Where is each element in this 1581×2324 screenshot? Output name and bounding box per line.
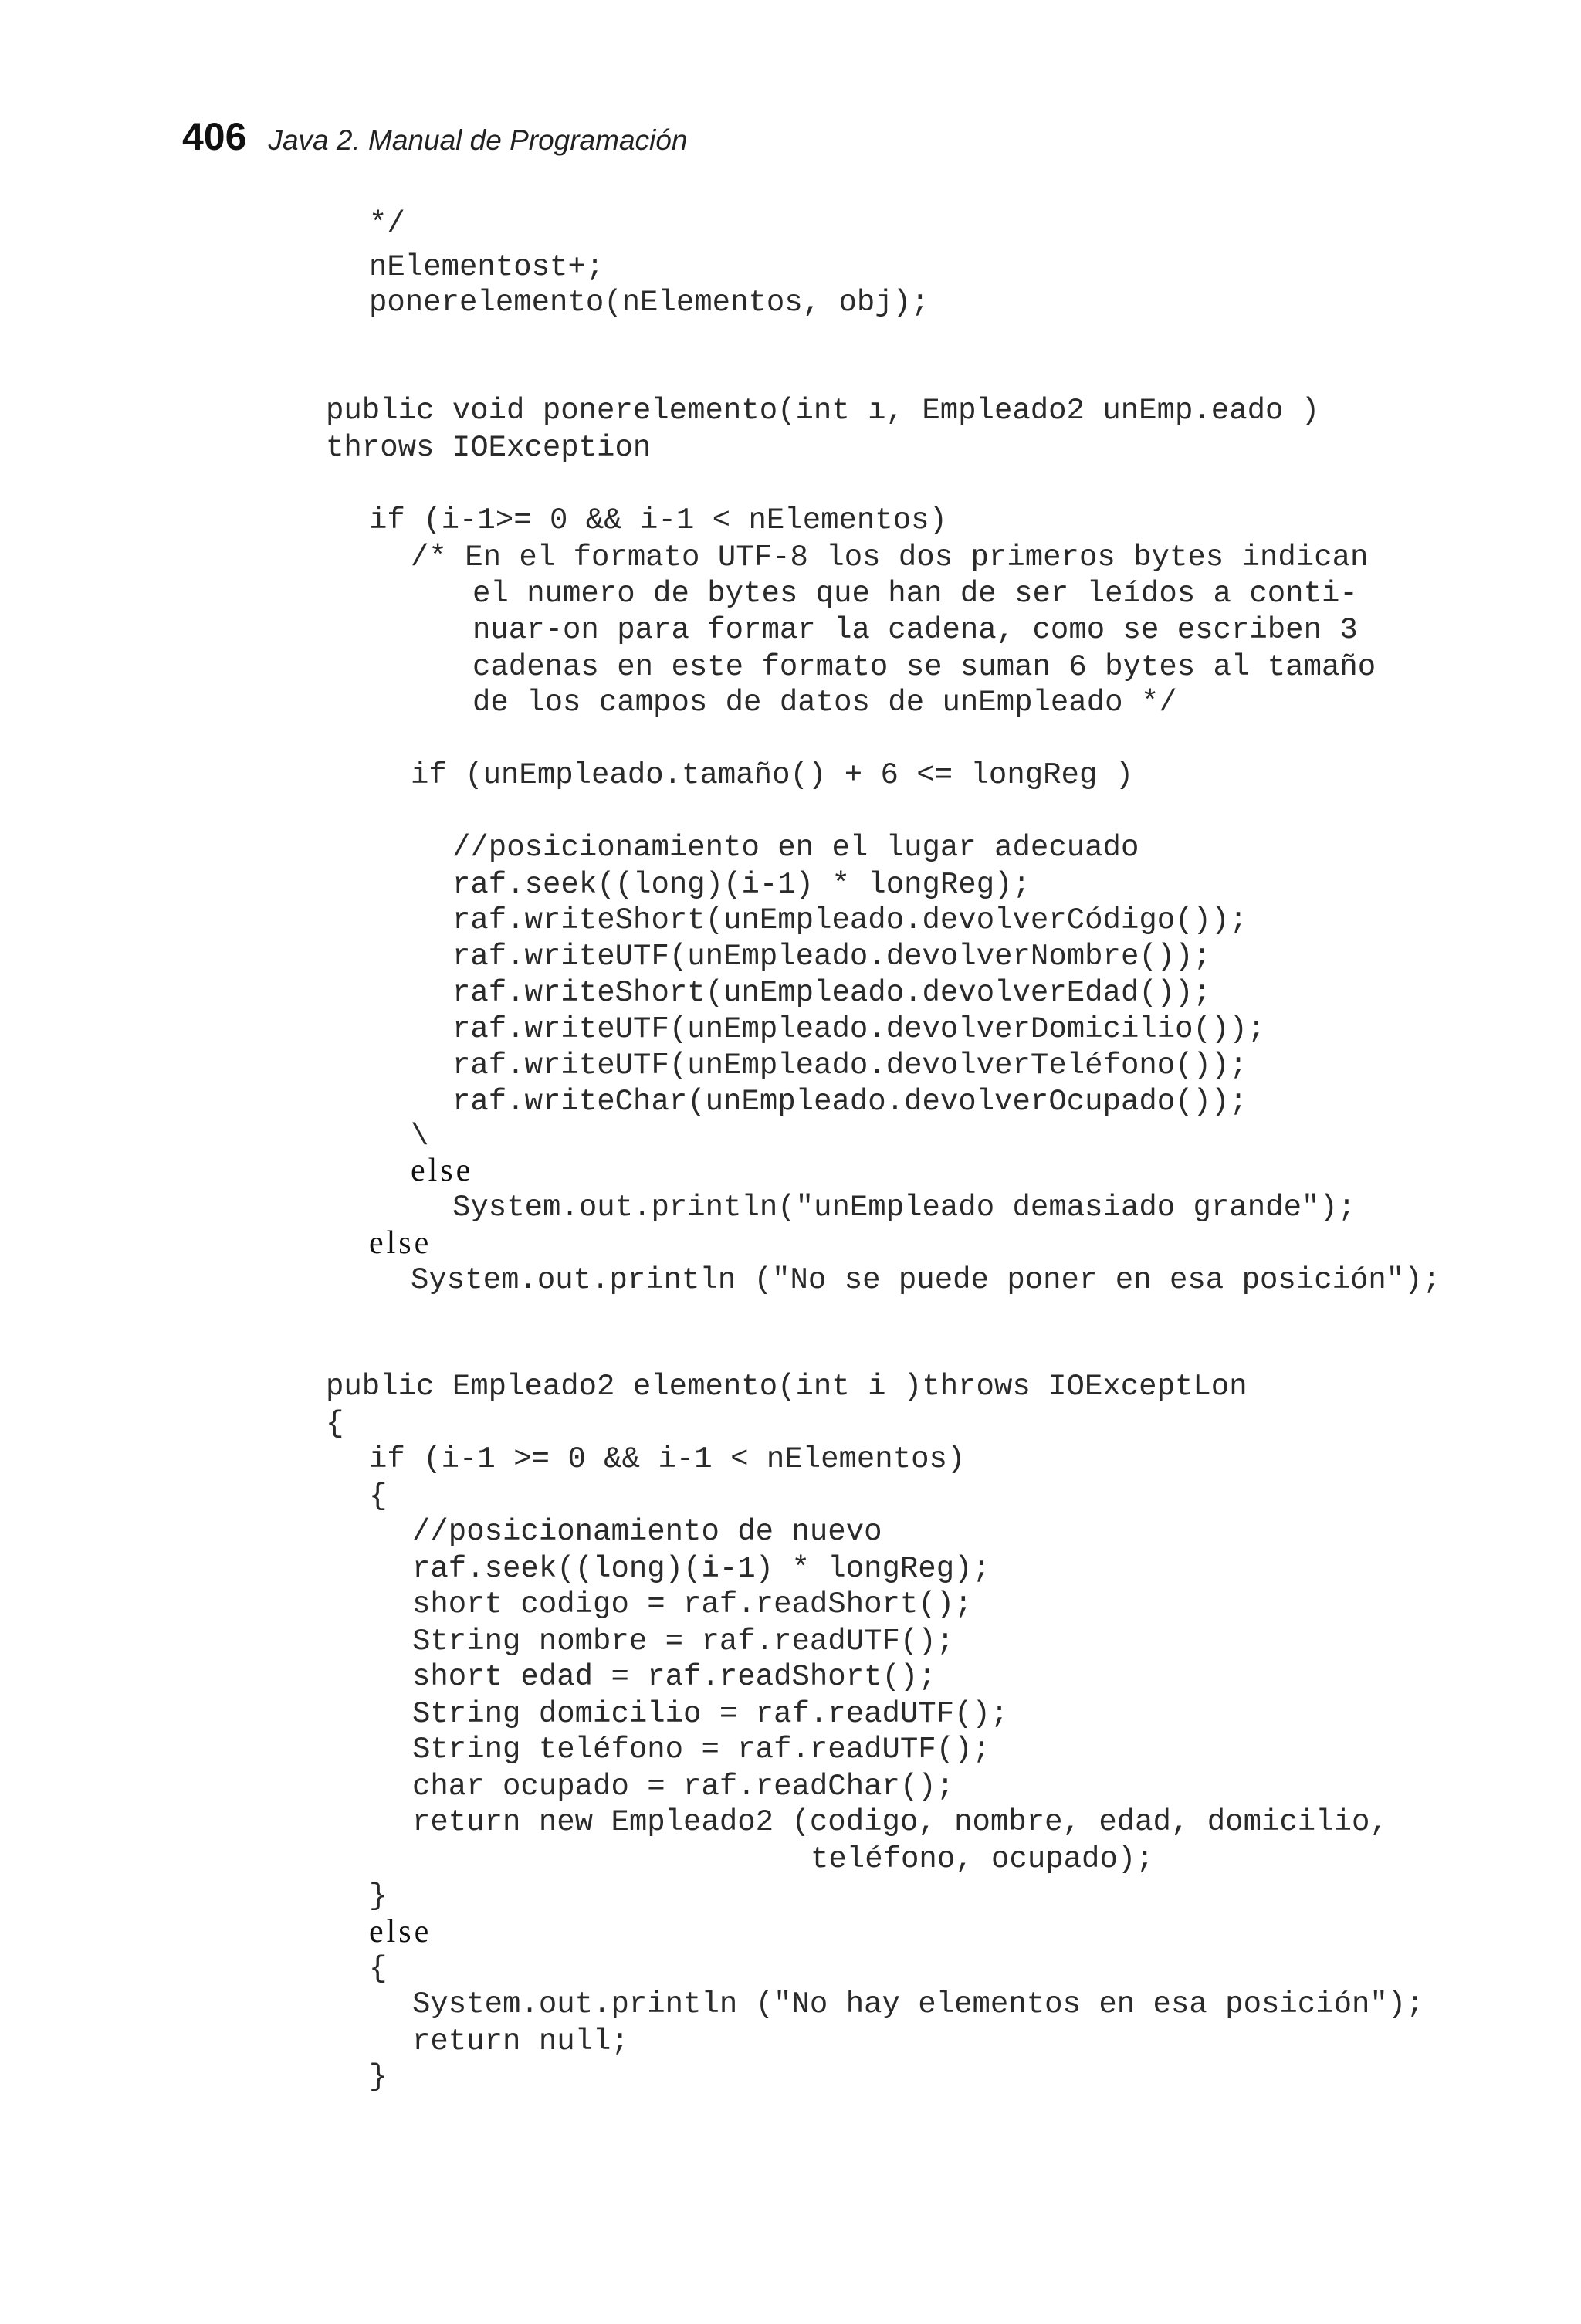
code-line: short codigo = raf.readShort(); (412, 1587, 973, 1621)
code-line: raf.seek((long)(i-1) * longReg); (452, 868, 1031, 902)
code-line: else (369, 1225, 432, 1261)
code-line: raf.writeUTF(unEmpleado.devolverDomicilio()); (452, 1012, 1266, 1046)
code-line: else (369, 1914, 432, 1950)
code-line: teléfono, ocupado); (811, 1842, 1154, 1876)
code-line: if (i-1>= 0 && i-1 < nElementos) (369, 503, 947, 537)
code-line: System.out.println ("No se puede poner en esa posición"); (411, 1263, 1441, 1297)
code-line: public void ponerelemento(int ı, Empleado2 unEmp.eado ) (326, 394, 1320, 428)
code-line: ponerelemento(nElementos, obj); (369, 286, 929, 320)
code-line: raf.writeShort(unEmpleado.devolverEdad()); (452, 976, 1211, 1010)
code-line: short edad = raf.readShort(); (412, 1660, 936, 1694)
code-line: { (326, 1407, 344, 1441)
code-line: return new Empleado2 (codigo, nombre, edad, domicilio, (412, 1805, 1388, 1839)
code-line: String domicilio = raf.readUTF(); (412, 1697, 1009, 1731)
code-line: if (i-1 >= 0 && i-1 < nElementos) (369, 1442, 966, 1476)
code-line: el numero de bytes que han de ser leídos a conti- (472, 577, 1358, 611)
code-line: /* En el formato UTF-8 los dos primeros bytes indican (411, 540, 1369, 574)
code-line: raf.writeShort(unEmpleado.devolverCódigo()); (452, 903, 1248, 937)
code-line: nElementost+; (369, 250, 604, 284)
code-line: System.out.println ("No hay elementos en esa posición"); (412, 1987, 1424, 2021)
code-line: raf.writeChar(unEmpleado.devolverOcupado()); (452, 1085, 1248, 1119)
code-line: cadenas en este formato se suman 6 bytes al tamaño (472, 650, 1376, 684)
code-line: de los campos de datos de unEmpleado */ (472, 686, 1177, 720)
code-line: \ (411, 1120, 429, 1154)
code-line: return null; (412, 2024, 629, 2058)
page-number: 406 (182, 115, 247, 158)
code-line: { (369, 1479, 388, 1513)
running-title: Java 2. Manual de Programación (268, 124, 688, 156)
code-line: } (369, 1879, 388, 1913)
code-line: String nombre = raf.readUTF(); (412, 1624, 955, 1658)
code-line: //posicionamiento de nuevo (412, 1515, 882, 1549)
code-line: //posicionamiento en el lugar adecuado (452, 831, 1139, 865)
code-line: char ocupado = raf.readChar(); (412, 1770, 955, 1804)
code-line: String teléfono = raf.readUTF(); (412, 1733, 990, 1767)
code-line: System.out.println("unEmpleado demasiado grande"); (452, 1191, 1356, 1225)
code-line: nuar-on para formar la cadena, como se escriben 3 (472, 613, 1358, 647)
code-line: raf.writeUTF(unEmpleado.devolverNombre()); (452, 940, 1211, 974)
code-line: raf.seek((long)(i-1) * longReg); (412, 1552, 990, 1586)
code-line: else (411, 1153, 474, 1188)
code-line: */ (369, 207, 405, 241)
code-line: throws IOException (326, 431, 652, 465)
code-line: if (unEmpleado.tamaño() + 6 <= longReg ) (411, 758, 1134, 792)
code-line: raf.writeUTF(unEmpleado.devolverTeléfono()); (452, 1049, 1248, 1082)
code-line: { (369, 1952, 388, 1986)
code-line: public Empleado2 elemento(int i )throws IOExceptLon (326, 1370, 1248, 1404)
code-line: } (369, 2060, 388, 2094)
